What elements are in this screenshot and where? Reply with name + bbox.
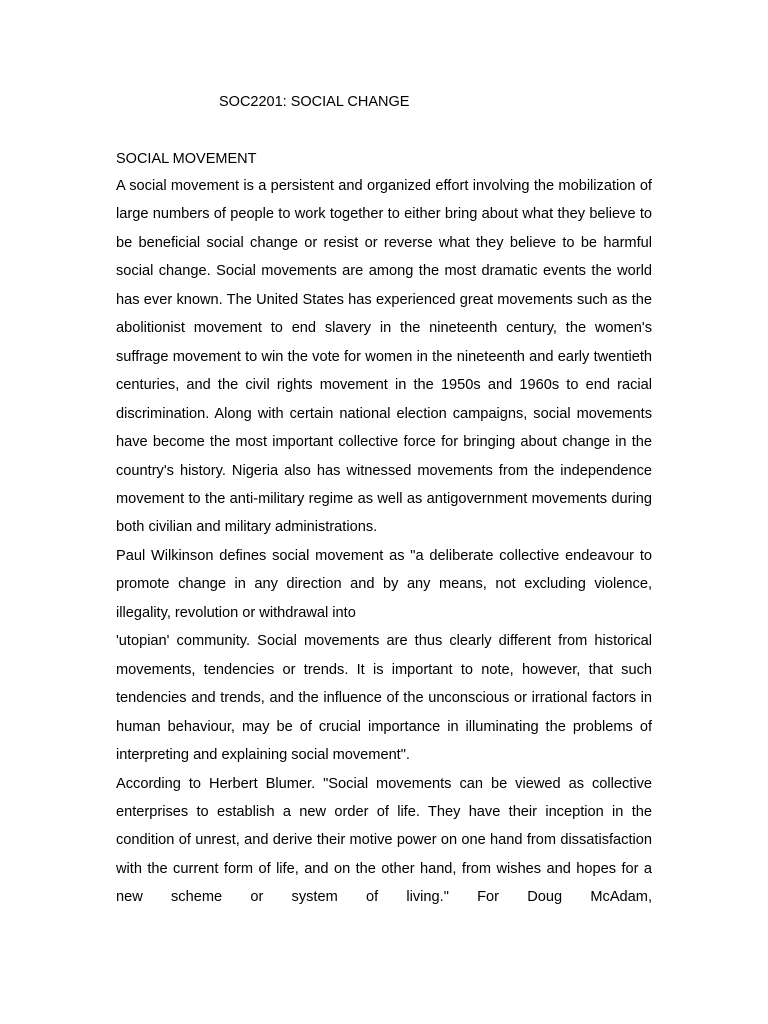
document-body xyxy=(116,172,652,912)
section-heading: SOCIAL MOVEMENT xyxy=(116,151,257,167)
paragraph-definition: A social movement is a persistent and organized effort involving the mobilization of large numbers of people to work together to either bring about what they believe to be beneficial social change or resist or reverse what they believe to be harmful social change. Social movements are among the most dramatic events the world has ever known. The United States has experienced great movements such as the abolitionist movement to end slavery in the nineteenth century, the women's suffrage movement to win the vote for women in the nineteenth and early twentieth centuries, and the civil rights movement in the 1950s and 1960s to end racial discrimination. Along with certain national election campaigns, social movements have become the most important collective force for bringing about change in the country's history. Nigeria also has witnessed movements from the independence movement to the anti-military regime as well as antigovernment movements during both civilian and military administrations. xyxy=(116,178,652,536)
paragraph-wilkinson-continued: 'utopian' community. Social movements are thus clearly different from historical movements, tendencies or trends. It is important to note, however, that such tendencies and trends, and the influence of the unconscious or irrational factors in human behaviour, may be of crucial importance in illuminating the problems of interpreting and explaining social movement". xyxy=(116,633,652,764)
document-title: SOC2201: SOCIAL CHANGE xyxy=(219,94,410,110)
paragraph-wilkinson: Paul Wilkinson defines social movement as "a deliberate collective endeavour to promote change in any direction and by any means, not excluding violence, illegality, revolution or withdrawal into xyxy=(116,547,652,621)
paragraph-blumer: According to Herbert Blumer. "Social movements can be viewed as collective enterprises to establish a new order of life. They have their inception in the condition of unrest, and derive their motive power on one hand from dissatisfaction with the current form of life, and on the other hand, from wishes and hopes for a new scheme or system of living." For Doug McAdam, xyxy=(116,775,652,906)
